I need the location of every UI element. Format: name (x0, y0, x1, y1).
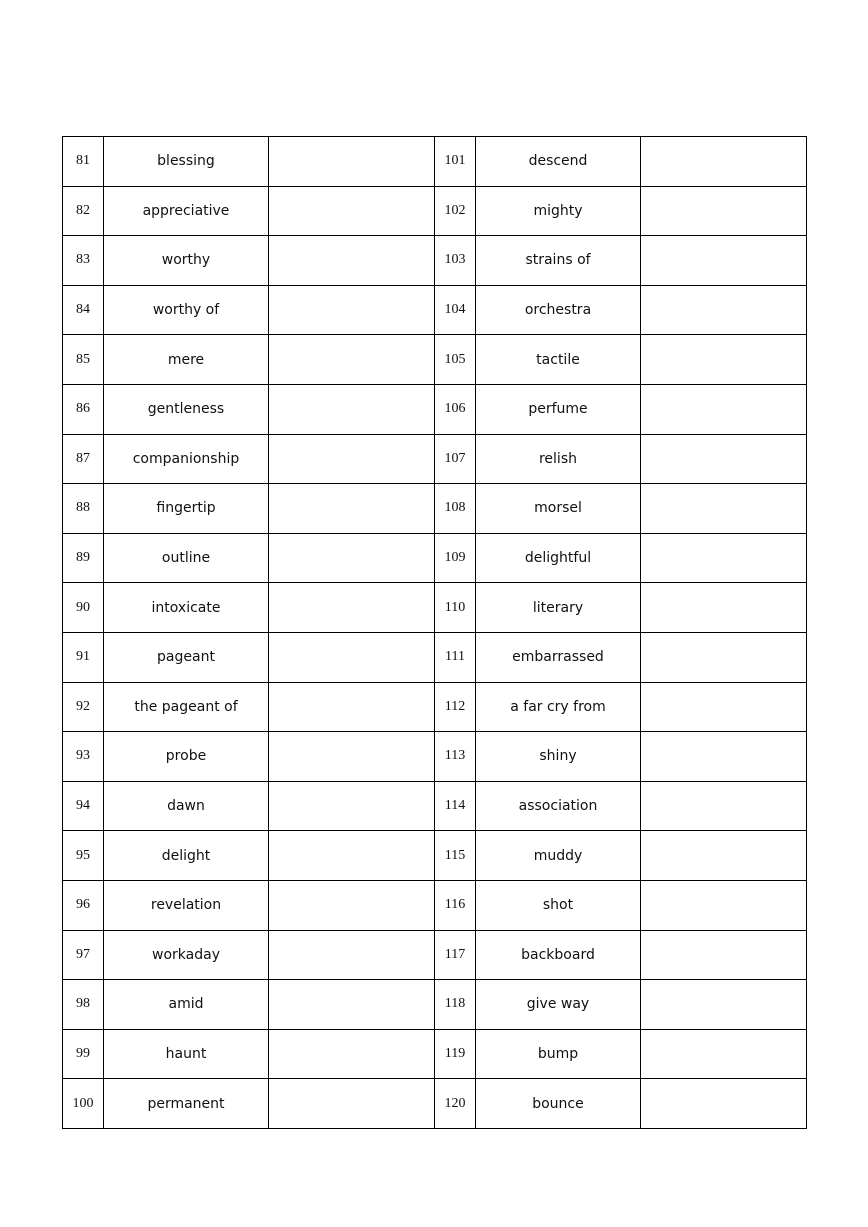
vocab-word-right: relish (476, 434, 641, 484)
item-number-left: 98 (63, 980, 104, 1030)
vocab-word-left: dawn (104, 781, 269, 831)
answer-blank-left[interactable] (269, 1029, 435, 1079)
vocab-word-right: delightful (476, 533, 641, 583)
vocab-word-left: mere (104, 335, 269, 385)
answer-blank-right[interactable] (641, 137, 807, 187)
answer-blank-left[interactable] (269, 980, 435, 1030)
answer-blank-left[interactable] (269, 732, 435, 782)
vocab-word-left: delight (104, 831, 269, 881)
vocab-word-right: backboard (476, 930, 641, 980)
table-row (63, 781, 807, 831)
item-number-left: 82 (63, 186, 104, 236)
answer-blank-right[interactable] (641, 335, 807, 385)
vocab-word-right: shiny (476, 732, 641, 782)
table-row (63, 335, 807, 385)
answer-blank-left[interactable] (269, 384, 435, 434)
item-number-right: 101 (435, 137, 476, 187)
answer-blank-left[interactable] (269, 533, 435, 583)
item-number-right: 114 (435, 781, 476, 831)
vocab-word-left: blessing (104, 137, 269, 187)
item-number-left: 83 (63, 236, 104, 286)
item-number-left: 91 (63, 632, 104, 682)
vocabulary-table (62, 136, 807, 1129)
answer-blank-right[interactable] (641, 1029, 807, 1079)
vocab-word-right: strains of (476, 236, 641, 286)
answer-blank-right[interactable] (641, 434, 807, 484)
item-number-left: 84 (63, 285, 104, 335)
item-number-right: 105 (435, 335, 476, 385)
answer-blank-right[interactable] (641, 236, 807, 286)
answer-blank-left[interactable] (269, 781, 435, 831)
answer-blank-left[interactable] (269, 137, 435, 187)
table-row (63, 930, 807, 980)
answer-blank-right[interactable] (641, 186, 807, 236)
table-row (63, 880, 807, 930)
vocab-word-left: gentleness (104, 384, 269, 434)
table-row (63, 732, 807, 782)
vocab-word-right: a far cry from (476, 682, 641, 732)
item-number-right: 113 (435, 732, 476, 782)
vocab-word-left: appreciative (104, 186, 269, 236)
vocab-word-right: association (476, 781, 641, 831)
vocab-word-left: companionship (104, 434, 269, 484)
vocab-word-right: perfume (476, 384, 641, 434)
answer-blank-left[interactable] (269, 682, 435, 732)
item-number-left: 96 (63, 880, 104, 930)
item-number-left: 89 (63, 533, 104, 583)
answer-blank-right[interactable] (641, 285, 807, 335)
item-number-left: 92 (63, 682, 104, 732)
answer-blank-left[interactable] (269, 831, 435, 881)
answer-blank-right[interactable] (641, 384, 807, 434)
item-number-left: 86 (63, 384, 104, 434)
answer-blank-right[interactable] (641, 732, 807, 782)
table-row (63, 1079, 807, 1129)
answer-blank-left[interactable] (269, 880, 435, 930)
vocab-word-left: worthy (104, 236, 269, 286)
item-number-left: 88 (63, 484, 104, 534)
vocab-word-left: haunt (104, 1029, 269, 1079)
table-row (63, 632, 807, 682)
answer-blank-left[interactable] (269, 632, 435, 682)
answer-blank-right[interactable] (641, 583, 807, 633)
item-number-left: 90 (63, 583, 104, 633)
vocab-word-right: bounce (476, 1079, 641, 1129)
answer-blank-left[interactable] (269, 1079, 435, 1129)
vocab-word-left: permanent (104, 1079, 269, 1129)
item-number-right: 117 (435, 930, 476, 980)
table-row (63, 236, 807, 286)
item-number-right: 120 (435, 1079, 476, 1129)
item-number-right: 116 (435, 880, 476, 930)
vocab-word-right: tactile (476, 335, 641, 385)
vocab-word-right: bump (476, 1029, 641, 1079)
item-number-left: 87 (63, 434, 104, 484)
item-number-right: 112 (435, 682, 476, 732)
vocab-word-right: orchestra (476, 285, 641, 335)
answer-blank-right[interactable] (641, 831, 807, 881)
item-number-right: 108 (435, 484, 476, 534)
vocab-word-left: intoxicate (104, 583, 269, 633)
answer-blank-right[interactable] (641, 980, 807, 1030)
vocab-word-left: fingertip (104, 484, 269, 534)
table-row (63, 1029, 807, 1079)
table-row (63, 980, 807, 1030)
table-row (63, 533, 807, 583)
table-row (63, 682, 807, 732)
answer-blank-right[interactable] (641, 880, 807, 930)
answer-blank-right[interactable] (641, 533, 807, 583)
item-number-right: 119 (435, 1029, 476, 1079)
answer-blank-right[interactable] (641, 484, 807, 534)
answer-blank-right[interactable] (641, 1079, 807, 1129)
item-number-right: 103 (435, 236, 476, 286)
answer-blank-right[interactable] (641, 632, 807, 682)
item-number-right: 104 (435, 285, 476, 335)
vocab-word-left: workaday (104, 930, 269, 980)
vocab-word-right: shot (476, 880, 641, 930)
answer-blank-left[interactable] (269, 236, 435, 286)
vocab-word-left: pageant (104, 632, 269, 682)
vocab-word-right: mighty (476, 186, 641, 236)
vocab-word-right: morsel (476, 484, 641, 534)
item-number-right: 115 (435, 831, 476, 881)
item-number-left: 85 (63, 335, 104, 385)
table-row (63, 831, 807, 881)
table-row (63, 285, 807, 335)
answer-blank-left[interactable] (269, 186, 435, 236)
item-number-left: 93 (63, 732, 104, 782)
answer-blank-left[interactable] (269, 285, 435, 335)
answer-blank-left[interactable] (269, 484, 435, 534)
item-number-left: 95 (63, 831, 104, 881)
table-row (63, 484, 807, 534)
table-row (63, 137, 807, 187)
item-number-right: 107 (435, 434, 476, 484)
item-number-left: 100 (63, 1079, 104, 1129)
vocab-word-right: embarrassed (476, 632, 641, 682)
vocab-word-left: revelation (104, 880, 269, 930)
vocab-word-left: probe (104, 732, 269, 782)
answer-blank-right[interactable] (641, 781, 807, 831)
answer-blank-left[interactable] (269, 434, 435, 484)
item-number-right: 102 (435, 186, 476, 236)
item-number-left: 97 (63, 930, 104, 980)
vocab-word-right: muddy (476, 831, 641, 881)
answer-blank-right[interactable] (641, 682, 807, 732)
table-row (63, 384, 807, 434)
table-row (63, 186, 807, 236)
item-number-left: 99 (63, 1029, 104, 1079)
item-number-right: 106 (435, 384, 476, 434)
vocab-word-left: worthy of (104, 285, 269, 335)
item-number-left: 81 (63, 137, 104, 187)
answer-blank-left[interactable] (269, 583, 435, 633)
vocab-word-left: outline (104, 533, 269, 583)
item-number-right: 118 (435, 980, 476, 1030)
item-number-right: 110 (435, 583, 476, 633)
vocab-word-left: the pageant of (104, 682, 269, 732)
item-number-right: 109 (435, 533, 476, 583)
vocabulary-table-body (63, 137, 807, 1129)
table-row (63, 434, 807, 484)
answer-blank-right[interactable] (641, 930, 807, 980)
item-number-left: 94 (63, 781, 104, 831)
answer-blank-left[interactable] (269, 335, 435, 385)
vocab-word-right: literary (476, 583, 641, 633)
answer-blank-left[interactable] (269, 930, 435, 980)
vocab-word-left: amid (104, 980, 269, 1030)
vocab-word-right: give way (476, 980, 641, 1030)
item-number-right: 111 (435, 632, 476, 682)
vocab-word-right: descend (476, 137, 641, 187)
table-row (63, 583, 807, 633)
